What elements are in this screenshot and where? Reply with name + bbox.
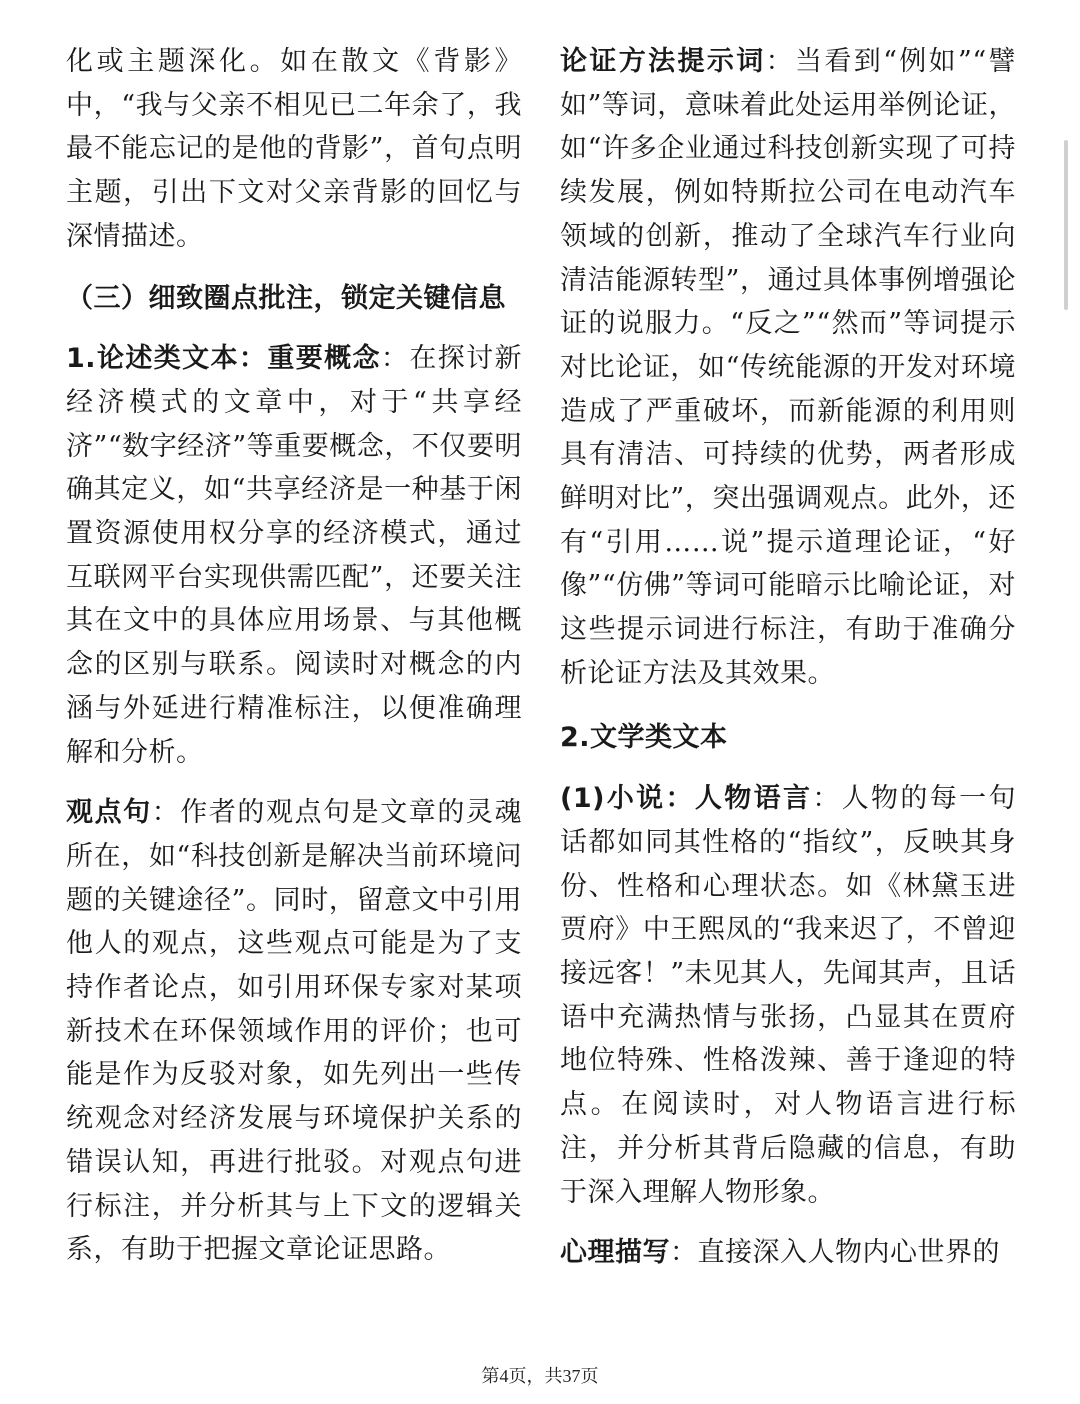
- concept-paragraph: [66, 337, 522, 774]
- method-text: ：当看到“例如”“譬如”等词，意味着此处运用举例论证，如“许多企业通过科技创新实现了可持续发展，例如特斯拉公司在电动汽车领域的创新，推动了全球汽车行业向清洁能源转型”，通过具体事例增强论证的说服力。“反之”“然而”等词提示对比论证，如“传统能源的开发对环境造成了严重破坏，而新能源的利用则具有清洁、可持续的优势，两者形成鲜明对比”，突出强调观点。此外，还有“引用……说”提示道理论证，“好像”“仿佛”等词可能暗示比喻论证，对这些提示词进行标注，有助于准确分析论证方法及其效果。: [560, 46, 1016, 689]
- novel-text: ：人物的每一句话都如同其性格的“指纹”，反映其身份、性格和心理状态。如《林黛玉进贾府》中王熙凤的“我来迟了，不曾迎接远客！”未见其人，先闻其声，且话语中充满热情与张扬，凸显其在贾府地位特殊、性格泼辣、善于逢迎的特点。在阅读时，对人物语言进行标注，并分析其背后隐藏的信息，有助于深入理解人物形象。: [560, 783, 1016, 1208]
- scrollbar-edge[interactable]: [1064, 140, 1068, 310]
- section-heading: （三）细致圈点批注，锁定关键信息: [66, 282, 506, 314]
- concept-text: ：在探讨新经济模式的文章中，对于“共享经济”“数字经济”等重要概念，不仅要明确其定义，如“共享经济是一种基于闲置资源使用权分享的经济模式，通过互联网平台实现供需匹配”，还要关注其在文中的具体应用场景、与其他概念的区别与联系。阅读时对概念的内涵与外延进行精准标注，以便准确理解和分析。: [66, 343, 523, 768]
- viewpoint-label: 观点句: [66, 797, 152, 829]
- page-footer: 第4页，共37页: [481, 1366, 599, 1386]
- novel-label: (1)小说：人物语言: [560, 783, 813, 815]
- left-column: [66, 40, 522, 1272]
- novel-paragraph: [560, 777, 1016, 1214]
- method-paragraph: [560, 40, 1016, 696]
- concept-label: 1.论述类文本：重要概念: [66, 343, 381, 375]
- literary-heading: 2.文学类文本: [560, 721, 728, 753]
- method-label: 论证方法提示词: [560, 46, 766, 77]
- viewpoint-text: ：作者的观点句是文章的灵魂所在，如“科技创新是解决当前环境问题的关键途径”。同时，留意文中引用他人的观点，这些观点可能是为了支持作者论点，如引用环保专家对某项新技术在环保领域作用的评价；也可能是作为反驳对象，如先列出一些传统观念对经济发展与环境保护关系的错误认知，再进行批驳。对观点句进行标注，并分析其与上下文的逻辑关系，有助于把握文章论证思路。: [66, 797, 523, 1266]
- viewpoint-paragraph: [66, 791, 522, 1272]
- psych-label: 心理描写: [560, 1237, 670, 1269]
- right-column: [560, 40, 1016, 1275]
- psych-paragraph: [560, 1231, 1016, 1275]
- psych-text: ：直接深入人物内心世界的: [670, 1237, 1000, 1269]
- intro-continuation: 化或主题深化。如在散文《背影》中，“我与父亲不相见已二年余了，我最不能忘记的是他的背影”，首句点明主题，引出下文对父亲背影的回忆与深情描述。: [66, 46, 522, 252]
